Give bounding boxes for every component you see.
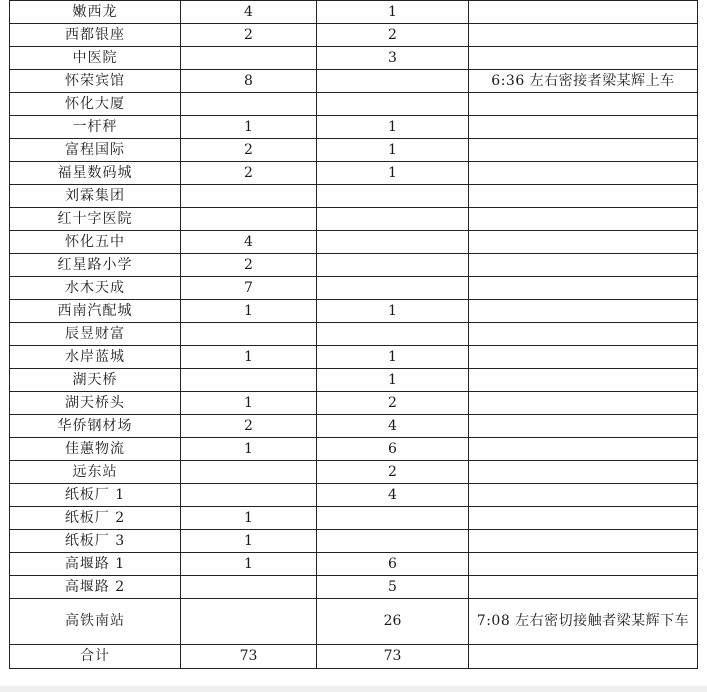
- table-row: [10, 185, 698, 208]
- count-a-cell: [181, 599, 317, 645]
- table-row: [10, 484, 698, 507]
- table-row: [10, 415, 698, 438]
- count-b-cell: 1: [317, 162, 469, 185]
- stop-name-cell: 纸板厂 3: [10, 530, 181, 553]
- count-a-cell: 8: [181, 70, 317, 93]
- note-cell: [469, 484, 698, 507]
- count-a-cell: 2: [181, 139, 317, 162]
- stop-name-cell: 纸板厂 1: [10, 484, 181, 507]
- count-b-cell: 6: [317, 553, 469, 576]
- count-a-cell: 1: [181, 530, 317, 553]
- table-row: [10, 24, 698, 47]
- stop-name-cell: 怀化五中: [10, 231, 181, 254]
- count-a-cell: 1: [181, 300, 317, 323]
- note-cell: [469, 208, 698, 231]
- table-row: [10, 438, 698, 461]
- stop-name-cell: 高堰路 2: [10, 576, 181, 599]
- note-cell: [469, 1, 698, 24]
- note-cell: [469, 139, 698, 162]
- stop-name-cell: 湖天桥头: [10, 392, 181, 415]
- count-a-cell: 4: [181, 231, 317, 254]
- note-cell: [469, 553, 698, 576]
- count-a-cell: [181, 484, 317, 507]
- count-a-cell: 7: [181, 277, 317, 300]
- stop-name-cell: 中医院: [10, 47, 181, 70]
- table-row: [10, 300, 698, 323]
- note-cell: [469, 369, 698, 392]
- count-a-cell: [181, 576, 317, 599]
- count-b-cell: 1: [317, 1, 469, 24]
- note-cell: [469, 93, 698, 116]
- count-b-cell: [317, 323, 469, 346]
- page-bottom-edge: [0, 686, 707, 692]
- table-row: [10, 1, 698, 24]
- count-b-cell: 4: [317, 484, 469, 507]
- note-cell: [469, 415, 698, 438]
- count-b-cell: [317, 93, 469, 116]
- note-cell: [469, 323, 698, 346]
- count-b-cell: 5: [317, 576, 469, 599]
- count-b-cell: 3: [317, 47, 469, 70]
- count-a-cell: 2: [181, 24, 317, 47]
- bus-stop-table: [9, 0, 698, 669]
- stop-name-cell: 高铁南站: [10, 599, 181, 645]
- count-a-cell: 1: [181, 438, 317, 461]
- count-a-cell: [181, 369, 317, 392]
- count-b-cell: [317, 530, 469, 553]
- count-a-cell: [181, 208, 317, 231]
- note-cell: [469, 530, 698, 553]
- note-cell: [469, 300, 698, 323]
- count-a-cell: [181, 323, 317, 346]
- count-b-cell: 1: [317, 346, 469, 369]
- table-row: [10, 208, 698, 231]
- count-b-cell: [317, 208, 469, 231]
- count-a-cell: 1: [181, 392, 317, 415]
- stop-name-cell: 怀荣宾馆: [10, 70, 181, 93]
- stop-name-cell: 红星路小学: [10, 254, 181, 277]
- stop-name-cell: 高堰路 1: [10, 553, 181, 576]
- count-a-cell: 1: [181, 116, 317, 139]
- count-b-cell: [317, 254, 469, 277]
- stop-name-cell: 怀化大厦: [10, 93, 181, 116]
- stop-name-cell: 一杆秤: [10, 116, 181, 139]
- table-row: [10, 254, 698, 277]
- count-b-cell: 1: [317, 369, 469, 392]
- note-cell: [469, 185, 698, 208]
- table-row: [10, 277, 698, 300]
- count-a-cell: 2: [181, 415, 317, 438]
- table-row: [10, 139, 698, 162]
- stop-name-cell: 福星数码城: [10, 162, 181, 185]
- count-a-cell: [181, 185, 317, 208]
- stop-name-cell: 水岸蓝城: [10, 346, 181, 369]
- count-a-cell: [181, 93, 317, 116]
- total-label-cell: 合计: [10, 645, 181, 669]
- table-row: [10, 162, 698, 185]
- stop-name-cell: 红十字医院: [10, 208, 181, 231]
- stop-name-cell: 湖天桥: [10, 369, 181, 392]
- table-row: [10, 507, 698, 530]
- table-row: [10, 576, 698, 599]
- table-row: [10, 346, 698, 369]
- stop-name-cell: 佳蕙物流: [10, 438, 181, 461]
- count-b-cell: 26: [317, 599, 469, 645]
- count-a-cell: 4: [181, 1, 317, 24]
- note-cell: [469, 24, 698, 47]
- count-a-cell: 2: [181, 162, 317, 185]
- stop-name-cell: 华侨钢材场: [10, 415, 181, 438]
- total-a-cell: 73: [181, 645, 317, 669]
- table-row: [10, 231, 698, 254]
- count-a-cell: 1: [181, 507, 317, 530]
- count-b-cell: [317, 507, 469, 530]
- table-row: [10, 461, 698, 484]
- note-cell: 7:08 左右密切接触者梁某辉下车: [469, 599, 698, 645]
- count-a-cell: [181, 461, 317, 484]
- stop-name-cell: 辰昱财富: [10, 323, 181, 346]
- stop-name-cell: 远东站: [10, 461, 181, 484]
- count-a-cell: [181, 47, 317, 70]
- total-note-cell: [469, 645, 698, 669]
- table-row: [10, 599, 698, 645]
- table-row: [10, 530, 698, 553]
- count-b-cell: 2: [317, 461, 469, 484]
- count-a-cell: 1: [181, 346, 317, 369]
- note-cell: [469, 461, 698, 484]
- count-b-cell: 6: [317, 438, 469, 461]
- count-a-cell: 1: [181, 553, 317, 576]
- stop-name-cell: 刘霖集团: [10, 185, 181, 208]
- stop-name-cell: 嫩西龙: [10, 1, 181, 24]
- note-cell: [469, 507, 698, 530]
- table-row: [10, 369, 698, 392]
- count-b-cell: [317, 70, 469, 93]
- table-row: [10, 553, 698, 576]
- stop-name-cell: 西南汽配城: [10, 300, 181, 323]
- table-row: [10, 47, 698, 70]
- note-cell: [469, 392, 698, 415]
- table-body: [10, 1, 698, 669]
- note-cell: [469, 116, 698, 139]
- note-cell: [469, 576, 698, 599]
- count-b-cell: 2: [317, 24, 469, 47]
- count-b-cell: 1: [317, 116, 469, 139]
- stop-name-cell: 水木天成: [10, 277, 181, 300]
- note-cell: 6:36 左右密接者梁某辉上车: [469, 70, 698, 93]
- count-b-cell: [317, 277, 469, 300]
- stop-name-cell: 纸板厂 2: [10, 507, 181, 530]
- total-row: [10, 645, 698, 669]
- table-row: [10, 70, 698, 93]
- note-cell: [469, 254, 698, 277]
- count-b-cell: [317, 231, 469, 254]
- count-b-cell: [317, 185, 469, 208]
- note-cell: [469, 162, 698, 185]
- note-cell: [469, 438, 698, 461]
- count-a-cell: 2: [181, 254, 317, 277]
- stop-name-cell: 西都银座: [10, 24, 181, 47]
- total-b-cell: 73: [317, 645, 469, 669]
- table-row: [10, 392, 698, 415]
- table-row: [10, 323, 698, 346]
- count-b-cell: 2: [317, 392, 469, 415]
- count-b-cell: 1: [317, 139, 469, 162]
- table-row: [10, 93, 698, 116]
- note-cell: [469, 231, 698, 254]
- note-cell: [469, 277, 698, 300]
- count-b-cell: 1: [317, 300, 469, 323]
- count-b-cell: 4: [317, 415, 469, 438]
- note-cell: [469, 346, 698, 369]
- stop-name-cell: 富程国际: [10, 139, 181, 162]
- note-cell: [469, 47, 698, 70]
- table-row: [10, 116, 698, 139]
